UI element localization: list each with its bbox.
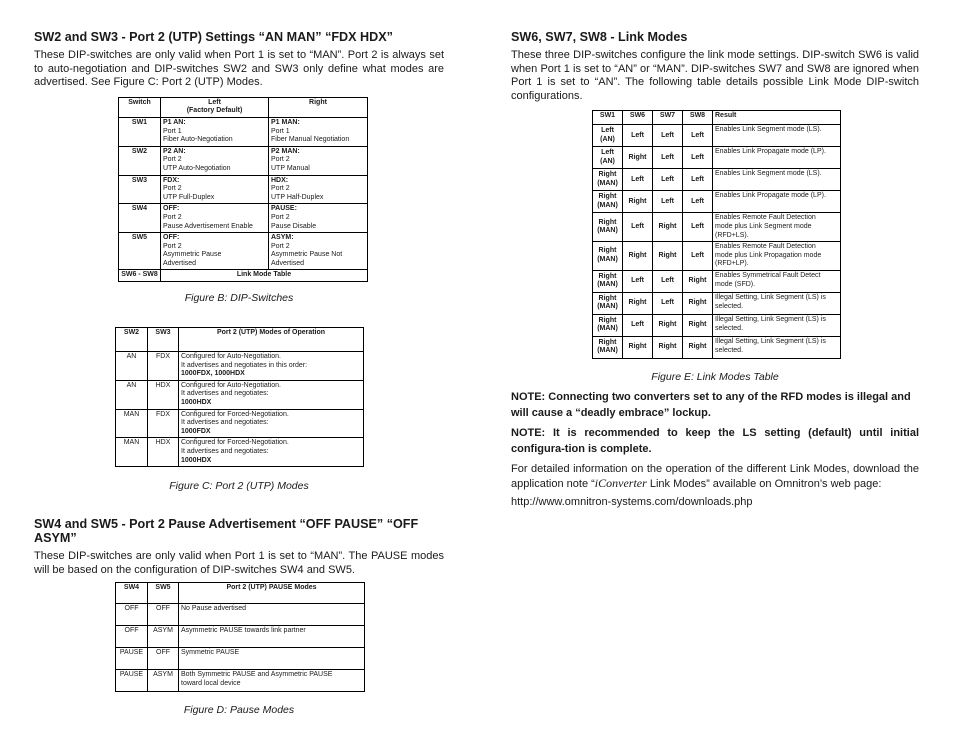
table-row: Right (MAN) Left Right Right Illegal Setting, Link Segment (LS) is selected.: [593, 314, 841, 336]
header-left: Left (Factory Default): [161, 97, 269, 117]
table-row: Right (MAN) Right Left Left Enables Link Propagate mode (LP).: [593, 191, 841, 213]
figure-d-caption: Figure D: Pause Modes: [183, 704, 295, 717]
table-row: Right (MAN) Left Left Right Enables Symmetrical Fault Detect mode (SFD).: [593, 270, 841, 292]
right-column: [511, 30, 919, 510]
section-text-sw6-sw8: These three DIP-switches configure the link mode settings. DIP-switch SW6 is valid when Port 1 is set to “AN” or “MAN”. DIP-switches SW7 and SW8 are ignored when Port 1 is set to “AN”. The following table details possible Link Mode DIP-switch configurations.: [511, 49, 919, 102]
figure-b-caption: Figure B: DIP-Switches: [184, 292, 294, 305]
table-row: Right (MAN) Left Left Left Enables Link Segment mode (LS).: [593, 169, 841, 191]
table-row: SW5 OFF: Port 2 Asymmetric Pause Advertised ASYM: Port 2 Asymmetric Pause Not Advertised: [119, 233, 368, 270]
table-row: SW4 OFF: Port 2 Pause Advertisement Enable PAUSE: Port 2 Pause Disable: [119, 204, 368, 233]
table-row: SW2 P2 AN: Port 2 UTP Auto-Negotiation P2 MAN: Port 2 UTP Manual: [119, 146, 368, 175]
table-row: OFF OFF No Pause advertised: [116, 604, 365, 626]
table-row: Right (MAN) Right Right Left Enables Remote Fault Detection mode plus Link Propagation mode (RFD+LP).: [593, 242, 841, 271]
link-modes-download-text: For detailed information on the operation of the different Link Modes, download the application note “iConverter Link Modes” available on Omnitron’s web page:: [511, 462, 919, 491]
section-text-sw2-sw3: These DIP-switches are only valid when Port 1 is set to “MAN”. Port 2 is always set to auto-negotiation and DIP-switches SW2 and SW3 only define what modes are advertised. See Figure C: Port 2 (UTP) Modes.: [34, 49, 444, 89]
table-row: MAN FDX Configured for Forced-Negotiation. It advertises and negotiates: 1000FDX: [116, 409, 364, 438]
note-ls-default: NOTE: It is recommended to keep the LS setting (default) until initial configura-tion is complete.: [511, 426, 919, 455]
table-row: Right (MAN) Left Right Left Enables Remote Fault Detection mode plus Link Segment mode (RFD+LS).: [593, 213, 841, 242]
table-row: AN FDX Configured for Auto-Negotiation. It advertises and negotiates in this order: 1000FDX, 1000HDX: [116, 352, 364, 381]
figure-e-caption: Figure E: Link Modes Table: [651, 370, 779, 383]
note-rfd-lockup: NOTE: Connecting two converters set to any of the RFD modes is illegal and will cause a “deadly embrace” lockup.: [511, 390, 911, 419]
table-row: Right (MAN) Right Left Right Illegal Setting, Link Segment (LS) is selected.: [593, 292, 841, 314]
table-row: PAUSE ASYM Both Symmetric PAUSE and Asymmetric PAUSE toward local device: [116, 670, 365, 692]
table-row: Left (AN) Right Left Left Enables Link Propagate mode (LP).: [593, 147, 841, 169]
section-heading-sw2-sw3: SW2 and SW3 - Port 2 (UTP) Settings “AN MAN” “FDX HDX”: [34, 30, 393, 44]
pause-modes-table: [115, 582, 365, 692]
utp-modes-table: [115, 327, 364, 467]
table-header-row: SW4 SW5 Port 2 (UTP) PAUSE Modes: [116, 583, 365, 604]
download-url-link[interactable]: http://www.omnitron-systems.com/downloads.php: [511, 495, 753, 508]
table-row: OFF ASYM Asymmetric PAUSE towards link partner: [116, 626, 365, 648]
table-row: SW1 P1 AN: Port 1 Fiber Auto-Negotiation P1 MAN: Port 1 Fiber Manual Negotiation: [119, 117, 368, 146]
table-row: AN HDX Configured for Auto-Negotiation. It advertises and negotiates: 1000HDX: [116, 380, 364, 409]
link-modes-table: [592, 110, 841, 359]
header-switch: Switch: [119, 97, 161, 117]
table-header-row: [119, 97, 368, 117]
left-column: [34, 30, 444, 716]
table-header-row: SW1 SW6 SW7 SW8 Result: [593, 111, 841, 125]
dip-switch-table: [118, 97, 368, 282]
section-text-sw4-sw5: These DIP-switches are only valid when Port 1 is set to “MAN”. The PAUSE modes will be based on the configuration of DIP-switches SW4 and SW5.: [34, 550, 444, 576]
brand-name: iConverter: [594, 476, 647, 491]
table-row: Right (MAN) Right Right Right Illegal Setting, Link Segment (LS) is selected.: [593, 336, 841, 358]
figure-c-caption: Figure C: Port 2 (UTP) Modes: [169, 480, 309, 493]
section-heading-sw6-sw8: SW6, SW7, SW8 - Link Modes: [511, 30, 688, 44]
table-header-row: SW2 SW3 Port 2 (UTP) Modes of Operation: [116, 328, 364, 352]
table-row: SW3 FDX: Port 2 UTP Full-Duplex HDX: Port 2 UTP Half-Duplex: [119, 175, 368, 204]
section-heading-sw4-sw5: SW4 and SW5 - Port 2 Pause Advertisement “OFF PAUSE” “OFF ASYM”: [34, 517, 419, 546]
table-row: PAUSE OFF Symmetric PAUSE: [116, 648, 365, 670]
table-row: Left (AN) Left Left Left Enables Link Segment mode (LS).: [593, 125, 841, 147]
table-row: SW6 - SW8 Link Mode Table: [119, 270, 368, 282]
header-right: Right: [269, 97, 368, 117]
table-row: MAN HDX Configured for Forced-Negotiation. It advertises and negotiates: 1000HDX: [116, 438, 364, 467]
